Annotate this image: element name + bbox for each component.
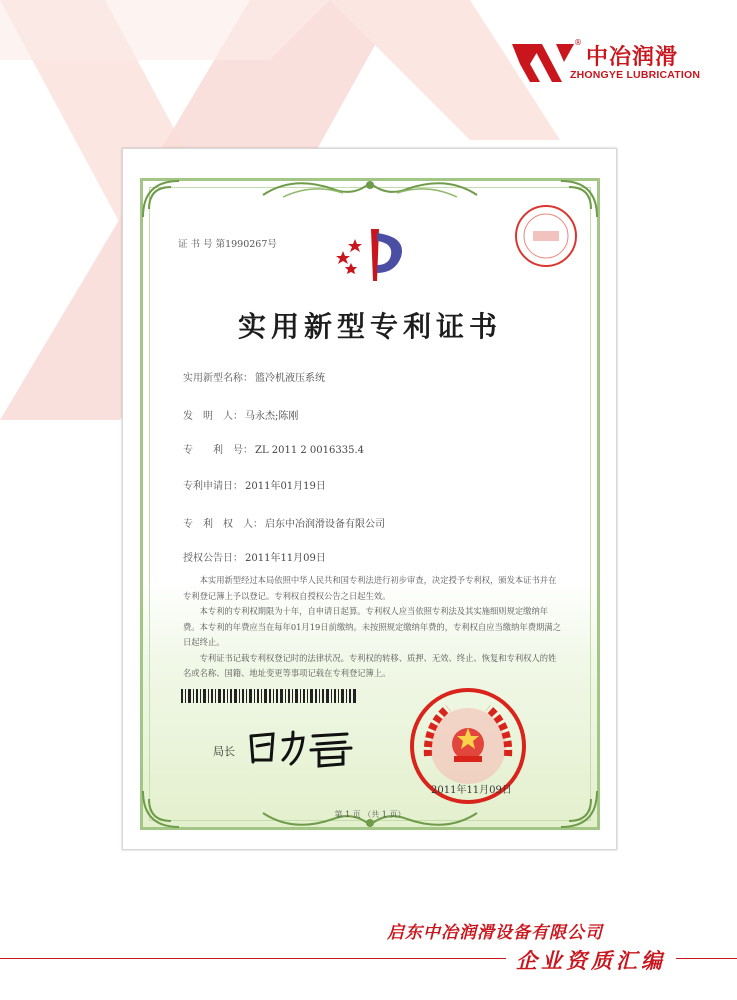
field-grant-announcement-date	[183, 549, 326, 564]
footer-title: 企业资质汇编	[506, 945, 676, 975]
field-value: ZL 2011 2 0016335.4	[255, 445, 365, 456]
field-value: 2011年11月09日	[245, 553, 326, 564]
body-paragraph: 本实用新型经过本局依照中华人民共和国专利法进行初步审查，决定授予专利权，颁发本证书并在专利登记簿上予以登记。专利权自授权公告之日起生效。	[183, 575, 557, 601]
certificate-number-value: 第1990267号	[215, 239, 277, 250]
field-label: 发 明 人：	[183, 411, 243, 422]
barcode-icon	[181, 689, 357, 703]
field-label: 专利申请日：	[183, 481, 243, 492]
brand-name-en: ZHONGYE LUBRICATION	[570, 69, 701, 81]
field-value: 篮冷机液压系统	[255, 373, 325, 384]
director-label: 局长	[213, 745, 235, 758]
top-ornament-icon	[253, 175, 487, 203]
body-paragraph: 专利证书记载专利权登记时的法律状况。专利权的转移、质押、无效、终止、恢复和专利权人的姓名或名称、国籍、地址变更等事项记载在专利登记簿上。	[183, 652, 557, 678]
certificate-title: 实用新型专利证书	[237, 310, 502, 343]
field-label: 实用新型名称：	[183, 373, 253, 384]
field-inventor	[183, 407, 298, 422]
footer-company-name: 启东中冶润滑设备有限公司	[387, 923, 603, 943]
corner-ornament-icon	[141, 179, 181, 219]
certificate-body-text	[183, 573, 563, 682]
director-signature-icon	[247, 726, 367, 770]
certificate-number	[178, 236, 277, 250]
field-label: 专 利 号：	[183, 445, 253, 456]
field-label: 专 利 权 人：	[183, 519, 263, 530]
certificate-number-label: 证 书 号	[178, 239, 213, 250]
patent-certificate	[140, 178, 600, 830]
field-application-date	[183, 477, 326, 492]
grant-date: 2011年11月09日	[431, 785, 512, 796]
field-label: 授权公告日：	[183, 553, 243, 564]
field-value: 2011年01月19日	[245, 481, 326, 492]
field-value: 启东中冶润滑设备有限公司	[265, 519, 385, 530]
small-red-seal-icon	[513, 203, 579, 269]
registered-mark: ®	[574, 38, 582, 47]
field-patentee	[183, 515, 385, 530]
page-number: 第 1 页 （共 1 页）	[334, 810, 406, 819]
body-paragraph: 本专利的专利权期限为十年，自申请日起算。专利权人应当依照专利法及其实施细则规定缴纳年费。本专利的年费应当在每年01月19日前缴纳。未按照规定缴纳年费的，专利权自应当缴纳年费期满之日起终止。	[183, 606, 561, 647]
field-value: 马永杰;陈刚	[245, 411, 299, 422]
brand-name-cn: 中冶润滑	[586, 45, 679, 70]
field-utility-model-name	[183, 369, 325, 384]
field-patent-number	[183, 441, 364, 456]
patent-office-emblem-icon	[333, 223, 413, 283]
